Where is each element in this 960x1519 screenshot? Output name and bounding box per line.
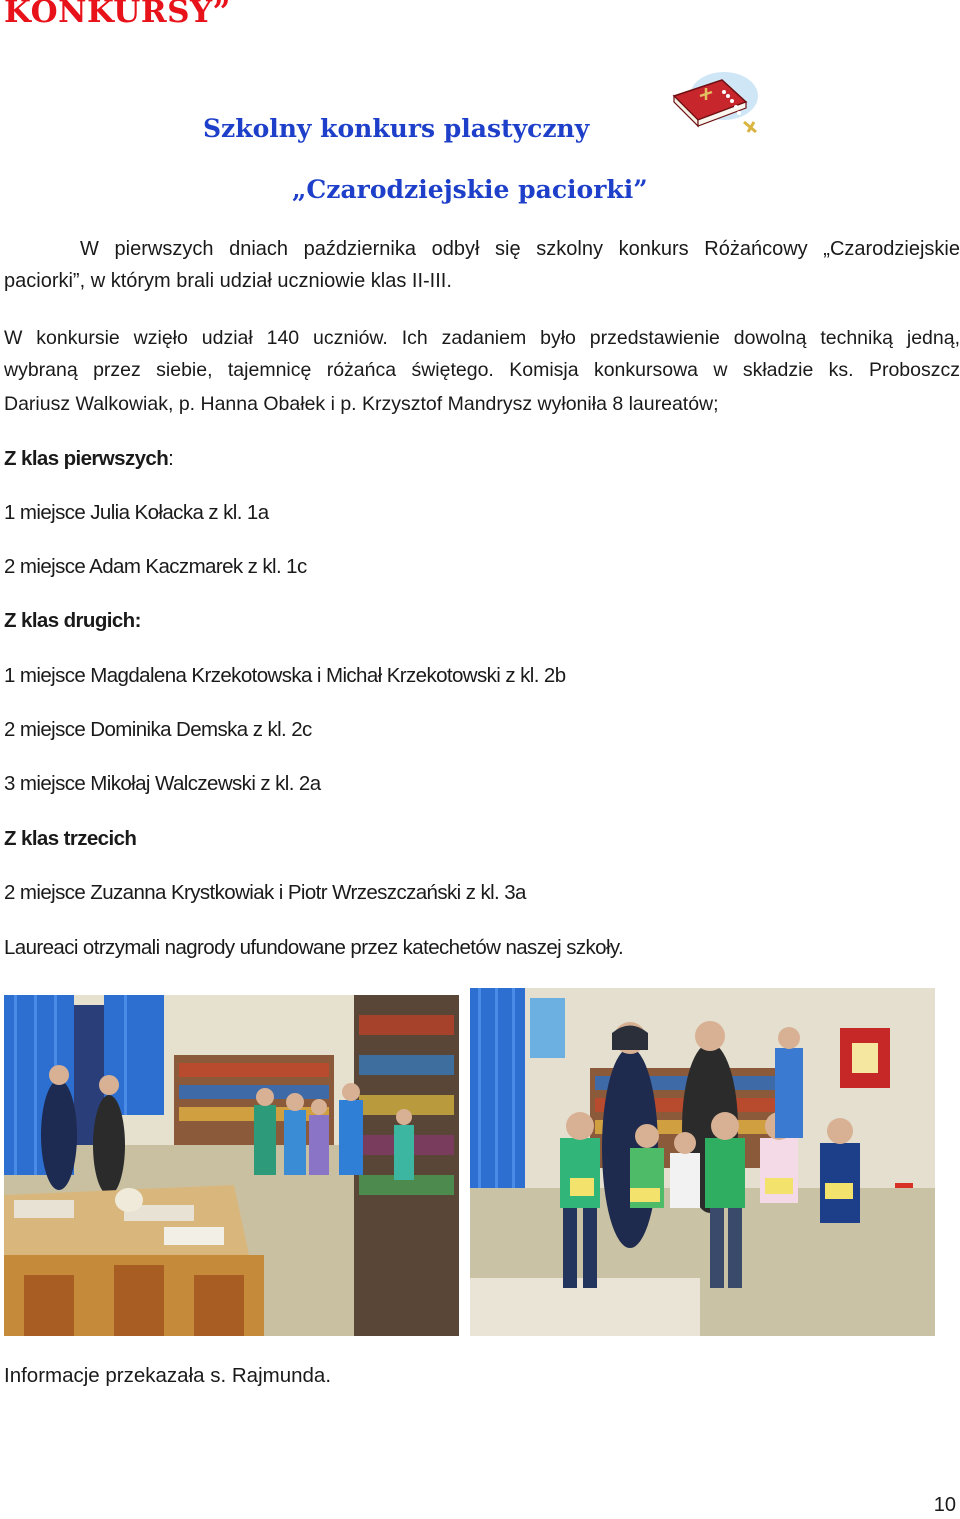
- body-line-3: Dariusz Walkowiak, p. Hanna Obałek i p. Krzysztof Mandrysz wyłoniła 8 laureatów;: [4, 393, 719, 415]
- group-heading-first: [4, 445, 173, 473]
- intro-line-1: W pierwszych dniach października odbył się szkolny konkurs Różańcowy „Czarodziejskie: [80, 238, 960, 260]
- photo-library-students: [4, 995, 459, 1336]
- intro-line-2: paciorki”, w którym brali udział uczniowie klas II-III.: [4, 270, 452, 292]
- rosary-book-icon: [664, 62, 764, 142]
- result-item: 2 miejsce Adam Kaczmarek z kl. 1c: [4, 555, 307, 578]
- article-subtitle: „Czarodziejskie paciorki”: [292, 175, 648, 204]
- footer-note: Informacje przekazała s. Rajmunda.: [4, 1364, 332, 1387]
- result-item: 3 miejsce Mikołaj Walczewski z kl. 2a: [4, 772, 321, 795]
- page-number: 10: [933, 1494, 956, 1516]
- closing-sentence: Laureaci otrzymali nagrody ufundowane przez katechetów naszej szkoły.: [4, 936, 624, 959]
- result-item: 2 miejsce Zuzanna Krystkowiak i Piotr Wrzeszczański z kl. 3a: [4, 881, 526, 904]
- result-item: 2 miejsce Dominika Demska z kl. 2c: [4, 718, 312, 741]
- result-item: 1 miejsce Magdalena Krzekotowska i Michał Krzekotowski z kl. 2b: [4, 664, 566, 687]
- section-header: KONKURSY”: [4, 0, 231, 30]
- body-line-1: W konkursie wzięło udział 140 uczniów. Ich zadaniem było przedstawienie dowolną techniką jedną,: [4, 327, 960, 349]
- group-heading-second: Z klas drugich:: [4, 609, 141, 632]
- result-item: 1 miejsce Julia Kołacka z kl. 1a: [4, 501, 269, 524]
- photo-laureates-group: [470, 988, 935, 1336]
- group-heading-first-text: Z klas pierwszych: [4, 447, 169, 470]
- group-heading-colon: :: [168, 447, 174, 470]
- group-heading-third: Z klas trzecich: [4, 827, 137, 850]
- article-title: Szkolny konkurs plastyczny: [203, 114, 590, 143]
- body-line-2: wybraną przez siebie, tajemnicę różańca świętego. Komisja konkursowa w składzie ks. Proboszcz: [4, 359, 960, 381]
